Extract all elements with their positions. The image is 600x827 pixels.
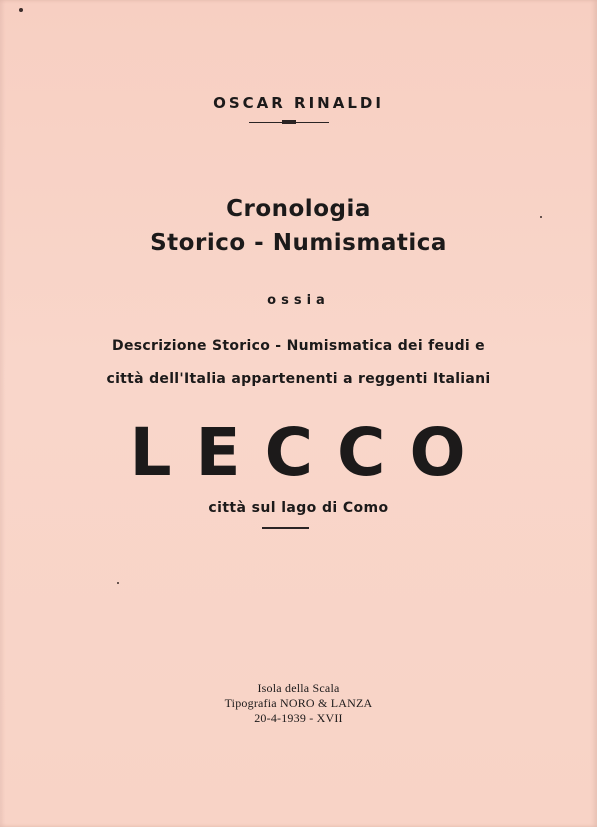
imprint-place: Isola della Scala <box>257 681 340 695</box>
author-divider-ornament <box>282 120 296 124</box>
description-line-2: città dell'Italia appartenenti a reggenti Italiani <box>106 371 491 387</box>
paper-speck <box>117 582 119 584</box>
corner-speck <box>19 8 23 12</box>
imprint-date: 20-4-1939 - XVII <box>254 711 343 725</box>
title-line-1: Cronologia <box>226 196 371 222</box>
conjunction-text: ossia <box>267 293 330 308</box>
imprint-printer: Tipografia NORO & LANZA <box>224 696 373 710</box>
city-title: LECCO <box>129 414 490 491</box>
description-line-1: Descrizione Storico - Numismatica dei feudi e <box>112 338 485 354</box>
subtitle: città sul lago di Como <box>208 500 389 516</box>
subtitle-divider <box>262 527 309 529</box>
title-line-2: Storico - Numismatica <box>150 230 447 256</box>
author-name: OSCAR RINALDI <box>213 94 384 112</box>
